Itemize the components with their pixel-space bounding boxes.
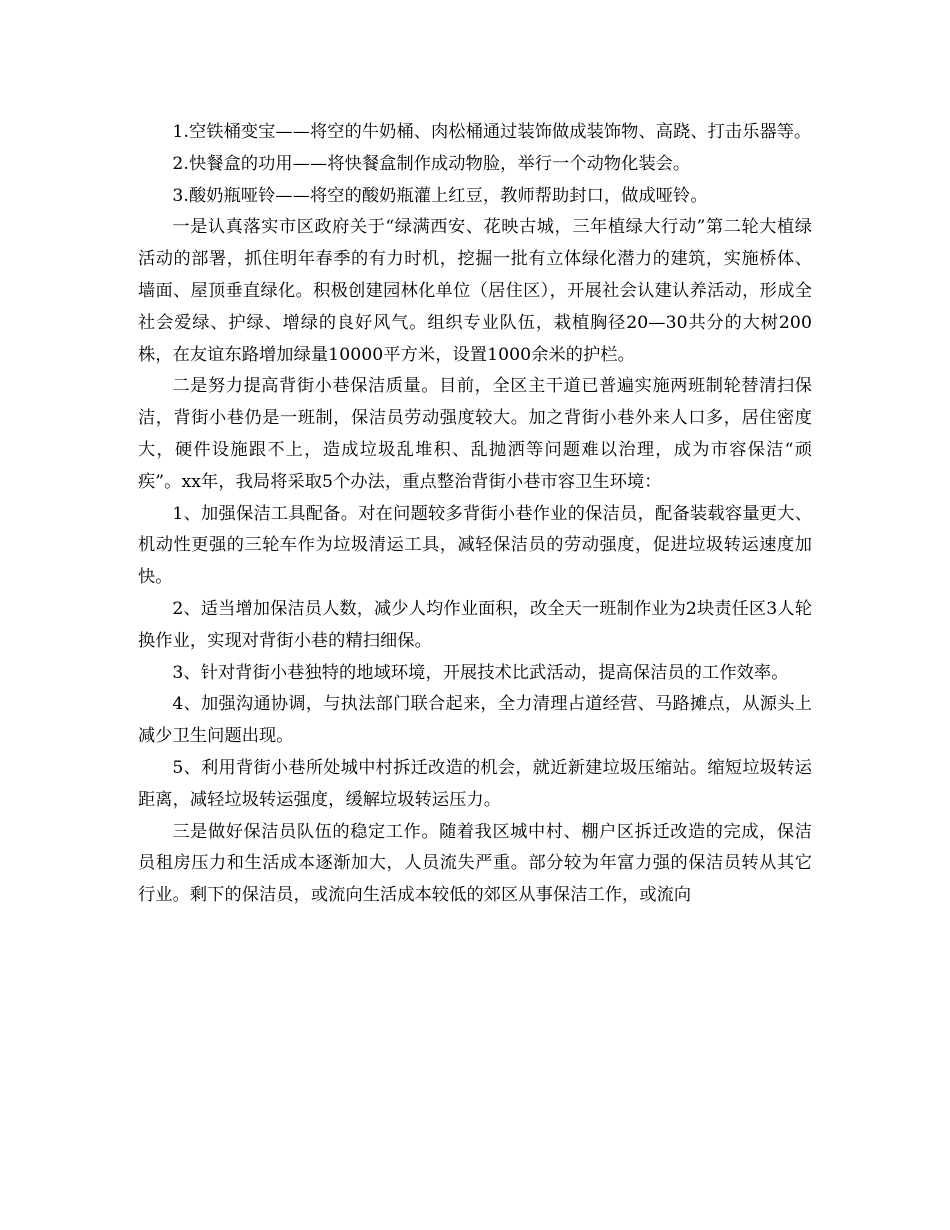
paragraph-measure-5: 5、利用背街小巷所处城中村拆迁改造的机会，就近新建垃圾压缩站。缩短垃圾转运距离，减轻垃圾转运强度，缓解垃圾转运压力。 [138, 757, 812, 810]
paragraph-measure-4: 4、加强沟通协调，与执法部门联合起来，全力清理占道经营、马路摊点，从源头上减少卫生问题出现。 [138, 694, 812, 747]
paragraph-measure-2: 2、适当增加保洁员人数，减少人均作业面积，改全天一班制作业为2块责任区3人轮换作业，实现对背街小巷的精扫细保。 [138, 598, 812, 651]
paragraph-item-2: 2.快餐盒的功用——将快餐盒制作成动物脸，举行一个动物化装会。 [172, 153, 691, 174]
paragraph-item-3: 3.酸奶瓶哑铃——将空的酸奶瓶灌上红豆，教师帮助封口，做成哑铃。 [172, 185, 708, 206]
paragraph-measure-3: 3、针对背街小巷独特的地域环境，开展技术比武活动，提高保洁员的工作效率。 [172, 662, 789, 683]
paragraph-cleaner-stability: 三是做好保洁员队伍的稳定工作。随着我区城中村、棚户区拆迁改造的完成，保洁员租房压力和生活成本逐渐加大，人员流失严重。部分较为年富力强的保洁员转从其它行业。剩下的保洁员，或流向生活成本较低的郊区从事保洁工作，或流向 [138, 821, 812, 906]
paragraph-item-1: 1.空铁桶变宝——将空的牛奶桶、肉松桶通过装饰做成装饰物、高跷、打击乐器等。 [172, 122, 812, 142]
paragraph-back-street-cleaning: 二是努力提高背街小巷保洁质量。目前，全区主干道已普遍实施两班制轮替清扫保洁，背街小巷仍是一班制，保洁员劳动强度较大。加之背街小巷外来人口多，居住密度大，硬件设施跟不上，造成垃圾乱堆积、乱抛洒等问题难以治理，成为市容保洁“顽疾”。xx年，我局将采取5个办法，重点整治背街小巷市容卫生环境： [138, 376, 812, 492]
paragraph-measure-1: 1、加强保洁工具配备。对在问题较多背街小巷作业的保洁员，配备装载容量更大、机动性更强的三轮车作为垃圾清运工具，减轻保洁员的劳动强度，促进垃圾转运速度加快。 [138, 503, 812, 588]
document-body [138, 117, 812, 912]
paragraph-greening: 一是认真落实市区政府关于“绿满西安、花映古城，三年植绿大行动”第二轮大植绿活动的部署，抓住明年春季的有力时机，挖掘一批有立体绿化潜力的建筑，实施桥体、墙面、屋顶垂直绿化。积极创建园林化单位（居住区），开展社会认建认养活动，形成全社会爱绿、护绿、增绿的良好风气。组织专业队伍，栽植胸径20—30共分的大树200株，在友谊东路增加绿量10000平方米，设置1000余米的护栏。 [138, 217, 812, 365]
